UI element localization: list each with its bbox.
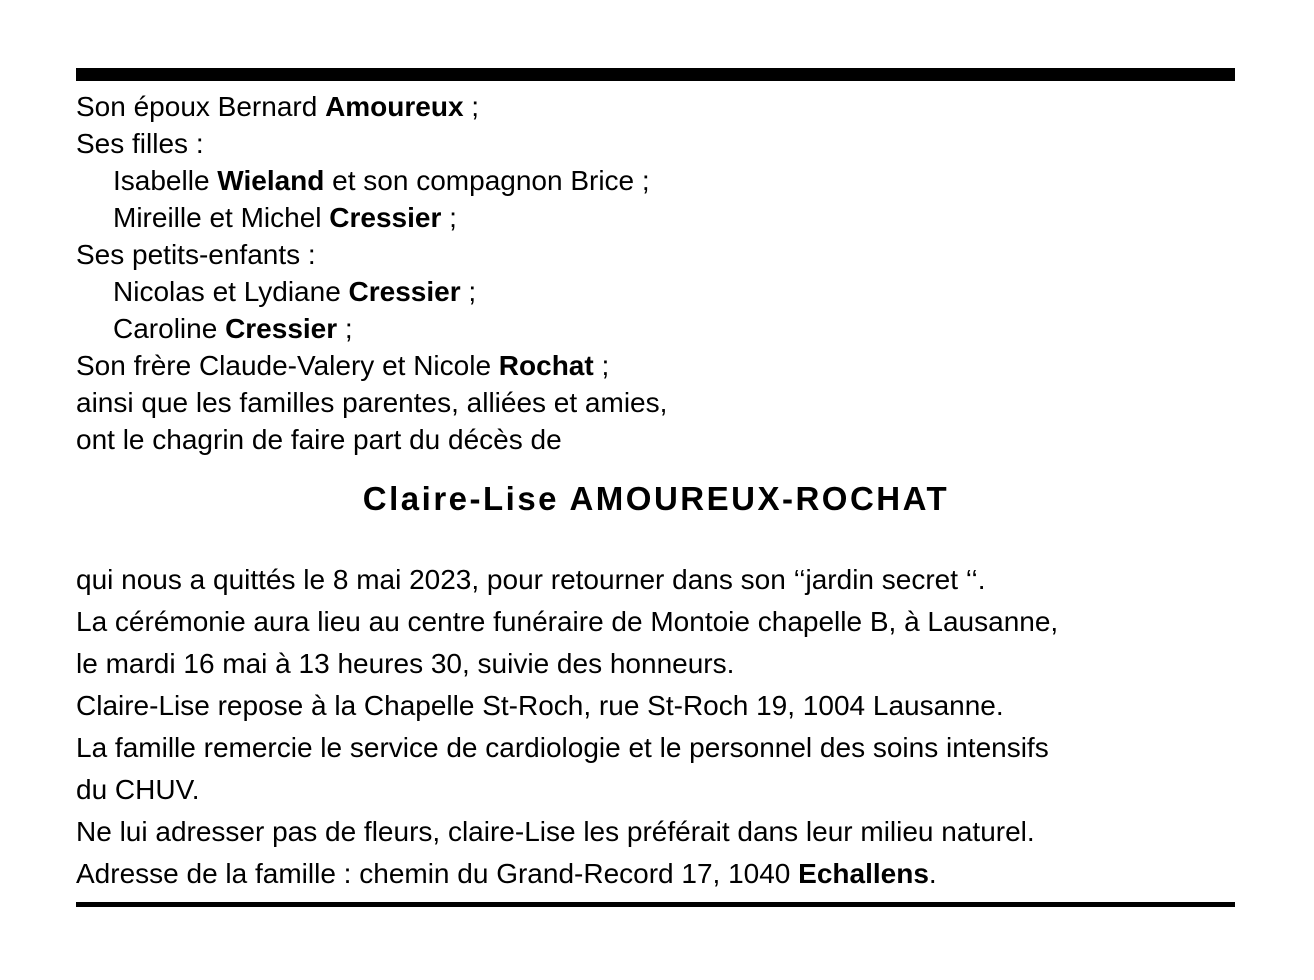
text-segment: Isabelle <box>113 165 218 196</box>
text-segment: et son compagnon Brice ; <box>324 165 650 196</box>
family-lines-block <box>76 88 1236 458</box>
text-segment: le mardi 16 mai à 13 heures 30, suivie des honneurs. <box>76 648 735 679</box>
text-segment: ; <box>593 350 610 381</box>
text-segment: Mireille et Michel <box>113 202 330 233</box>
family-line <box>76 273 1236 310</box>
notice-body-line <box>76 853 1236 895</box>
family-line <box>76 88 1236 125</box>
text-segment: Ses filles : <box>76 128 204 159</box>
text-segment: Son époux Bernard <box>76 91 326 122</box>
notice-body-block <box>76 559 1236 895</box>
bold-name-segment: Echallens <box>798 858 929 889</box>
text-segment: . <box>928 858 937 889</box>
family-line <box>76 125 1236 162</box>
text-segment: ; <box>441 202 457 233</box>
family-line <box>76 310 1236 347</box>
text-segment: Nicolas et Lydiane <box>113 276 349 307</box>
text-segment: du CHUV. <box>76 774 200 805</box>
notice-body-line <box>76 601 1236 643</box>
text-segment: La cérémonie aura lieu au centre funéraire de Montoie chapelle B, à Lausanne, <box>76 606 1059 637</box>
bold-name-segment: Cressier <box>329 202 442 233</box>
text-segment: Claire-Lise repose à la Chapelle St-Roch, rue St-Roch 19, 1004 Lausanne. <box>76 690 1004 721</box>
text-segment: Son frère Claude-Valery et Nicole <box>76 350 499 381</box>
text-segment: ; <box>460 276 477 307</box>
family-line <box>76 162 1236 199</box>
bold-name-segment: Rochat <box>498 350 594 381</box>
notice-body-line <box>76 643 1236 685</box>
bold-name-segment: Amoureux <box>325 91 464 122</box>
family-line <box>76 384 1236 421</box>
family-line <box>76 421 1236 458</box>
notice-content <box>76 68 1236 907</box>
text-segment: ; <box>337 313 353 344</box>
bottom-rule <box>76 902 1235 907</box>
text-segment: ont le chagrin de faire part du décès de <box>76 424 562 455</box>
text-segment: ainsi que les familles parentes, alliées et amies, <box>76 387 668 418</box>
bold-name-segment: Cressier <box>348 276 461 307</box>
text-segment: Ses petits-enfants : <box>76 239 316 270</box>
notice-body-line <box>76 811 1236 853</box>
family-line <box>76 347 1236 384</box>
notice-body-line <box>76 559 1236 601</box>
text-segment: Caroline <box>113 313 226 344</box>
notice-body-line <box>76 727 1236 769</box>
notice-body-line <box>76 685 1236 727</box>
bold-name-segment: Cressier <box>225 313 338 344</box>
text-segment: Ne lui adresser pas de fleurs, claire-Lise les préférait dans leur milieu naturel. <box>76 816 1035 847</box>
top-rule <box>76 68 1235 81</box>
notice-body-line <box>76 769 1236 811</box>
text-segment: Adresse de la famille : chemin du Grand-Record 17, 1040 <box>76 858 799 889</box>
text-segment: ; <box>463 91 480 122</box>
text-segment: qui nous a quittés le 8 mai 2023, pour retourner dans son ‘‘jardin secret ‘‘. <box>76 564 986 595</box>
deceased-name-title: Claire-Lise AMOUREUX-ROCHAT <box>362 480 950 517</box>
bold-name-segment: Wieland <box>217 165 325 196</box>
family-line <box>76 236 1236 273</box>
text-segment: La famille remercie le service de cardiologie et le personnel des soins intensifs <box>76 732 1049 763</box>
family-line <box>76 199 1236 236</box>
